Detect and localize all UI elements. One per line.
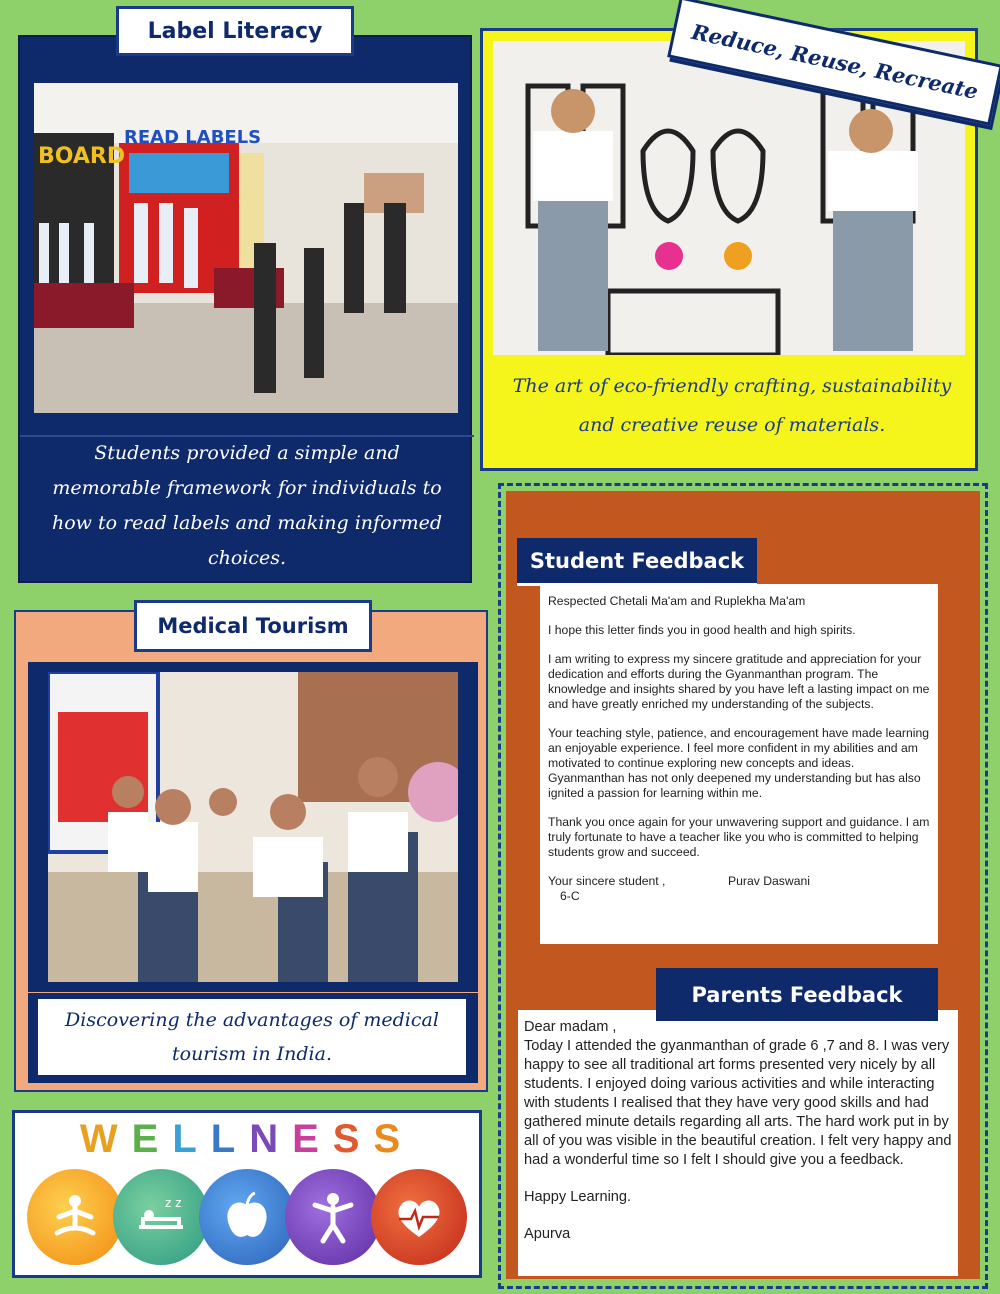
parents-feedback-letter bbox=[518, 1010, 958, 1276]
student-signature-row bbox=[548, 874, 930, 889]
label-literacy-title: Label Literacy bbox=[116, 6, 354, 56]
meditation-icon bbox=[27, 1169, 123, 1265]
student-letter-paragraph: I hope this letter finds you in good health and high spirits. bbox=[548, 623, 856, 637]
parent-letter-greeting: Dear madam , bbox=[524, 1019, 617, 1035]
person-icon bbox=[285, 1169, 381, 1265]
wellness-letter: L bbox=[210, 1117, 250, 1161]
medical-photo-frame bbox=[28, 662, 478, 992]
student-class: 6-C bbox=[560, 889, 580, 903]
student-feedback-letter bbox=[540, 584, 938, 944]
reduce-caption-line-2: and creative reuse of materials. bbox=[578, 414, 886, 436]
medical-caption-frame bbox=[28, 993, 478, 1083]
wellness-title bbox=[15, 1117, 479, 1162]
photo-sign-read-labels: READ LABELS bbox=[124, 127, 262, 148]
svg-text:z z: z z bbox=[165, 1196, 182, 1210]
wellness-letter: E bbox=[292, 1117, 333, 1161]
parent-letter-body: Today I attended the gyanmanthan of grade 6 ,7 and 8. I was very happy to see all traditional art forms presented very nicely by all students. I enjoyed doing various activities and while interacting with students I realised that they have very good skills and had gathered minute details regarding all arts. The hard work put in by all of you was visible in the beautiful creation. I felt very happy and had a wonderful time so I felt I should give you a feedback. bbox=[524, 1038, 952, 1168]
parent-name: Apurva bbox=[524, 1226, 571, 1242]
wellness-letter: N bbox=[249, 1117, 293, 1161]
heartbeat-icon bbox=[371, 1169, 467, 1265]
student-letter-paragraph: Thank you once again for your unwavering support and guidance. I am truly fortunate to have a teacher like you who is committed to helping students grow and succeed. bbox=[548, 815, 930, 859]
apple-icon bbox=[199, 1169, 295, 1265]
sleep-icon bbox=[113, 1169, 209, 1265]
wellness-banner bbox=[12, 1110, 482, 1278]
label-literacy-panel bbox=[18, 35, 472, 583]
wellness-letter: L bbox=[172, 1117, 211, 1161]
wellness-letter: E bbox=[131, 1117, 173, 1161]
wellness-letter: S bbox=[373, 1117, 415, 1161]
student-letter-paragraph: Your teaching style, patience, and encouragement have made learning an enjoyable experience. I feel more confident in my abilities and am motivated to continue exploring new concepts and ideas. Gyanmanthan has not only deepened my understanding but has also ignited a passion for learning within me. bbox=[548, 726, 930, 800]
label-literacy-caption: Students provided a simple and memorable framework for individuals to how to read labels and making informed choices. bbox=[20, 435, 474, 575]
reduce-caption-line-1: The art of eco-friendly crafting, sustainability bbox=[512, 375, 952, 397]
wellness-letter: S bbox=[332, 1117, 374, 1161]
photo-sign-board: BOARD bbox=[38, 144, 126, 169]
label-literacy-photo bbox=[34, 83, 458, 413]
student-name: Purav Daswani bbox=[728, 874, 810, 888]
parent-letter-signoff: Happy Learning. bbox=[524, 1189, 632, 1205]
reduce-reuse-title: Reduce, Reuse, Recreate bbox=[667, 0, 1000, 126]
wellness-letter: W bbox=[79, 1117, 132, 1161]
reduce-reuse-caption bbox=[483, 365, 981, 465]
medical-tourism-title: Medical Tourism bbox=[134, 600, 372, 652]
student-letter-greeting: Respected Chetali Ma'am and Ruplekha Ma'am bbox=[548, 594, 806, 608]
student-letter-paragraph: I am writing to express my sincere gratitude and appreciation for your dedication and efforts during the Gyanmanthan program. The knowledge and insights shared by you have left a lasting impact on me and have greatly enriched my understanding of the subjects. bbox=[548, 652, 930, 711]
parents-feedback-title: Parents Feedback bbox=[656, 968, 938, 1024]
medical-tourism-photo bbox=[48, 672, 458, 982]
student-feedback-title: Student Feedback bbox=[517, 538, 757, 586]
student-closing: Your sincere student , bbox=[548, 874, 666, 888]
medical-tourism-caption: Discovering the advantages of medical tourism in India. bbox=[38, 999, 466, 1075]
